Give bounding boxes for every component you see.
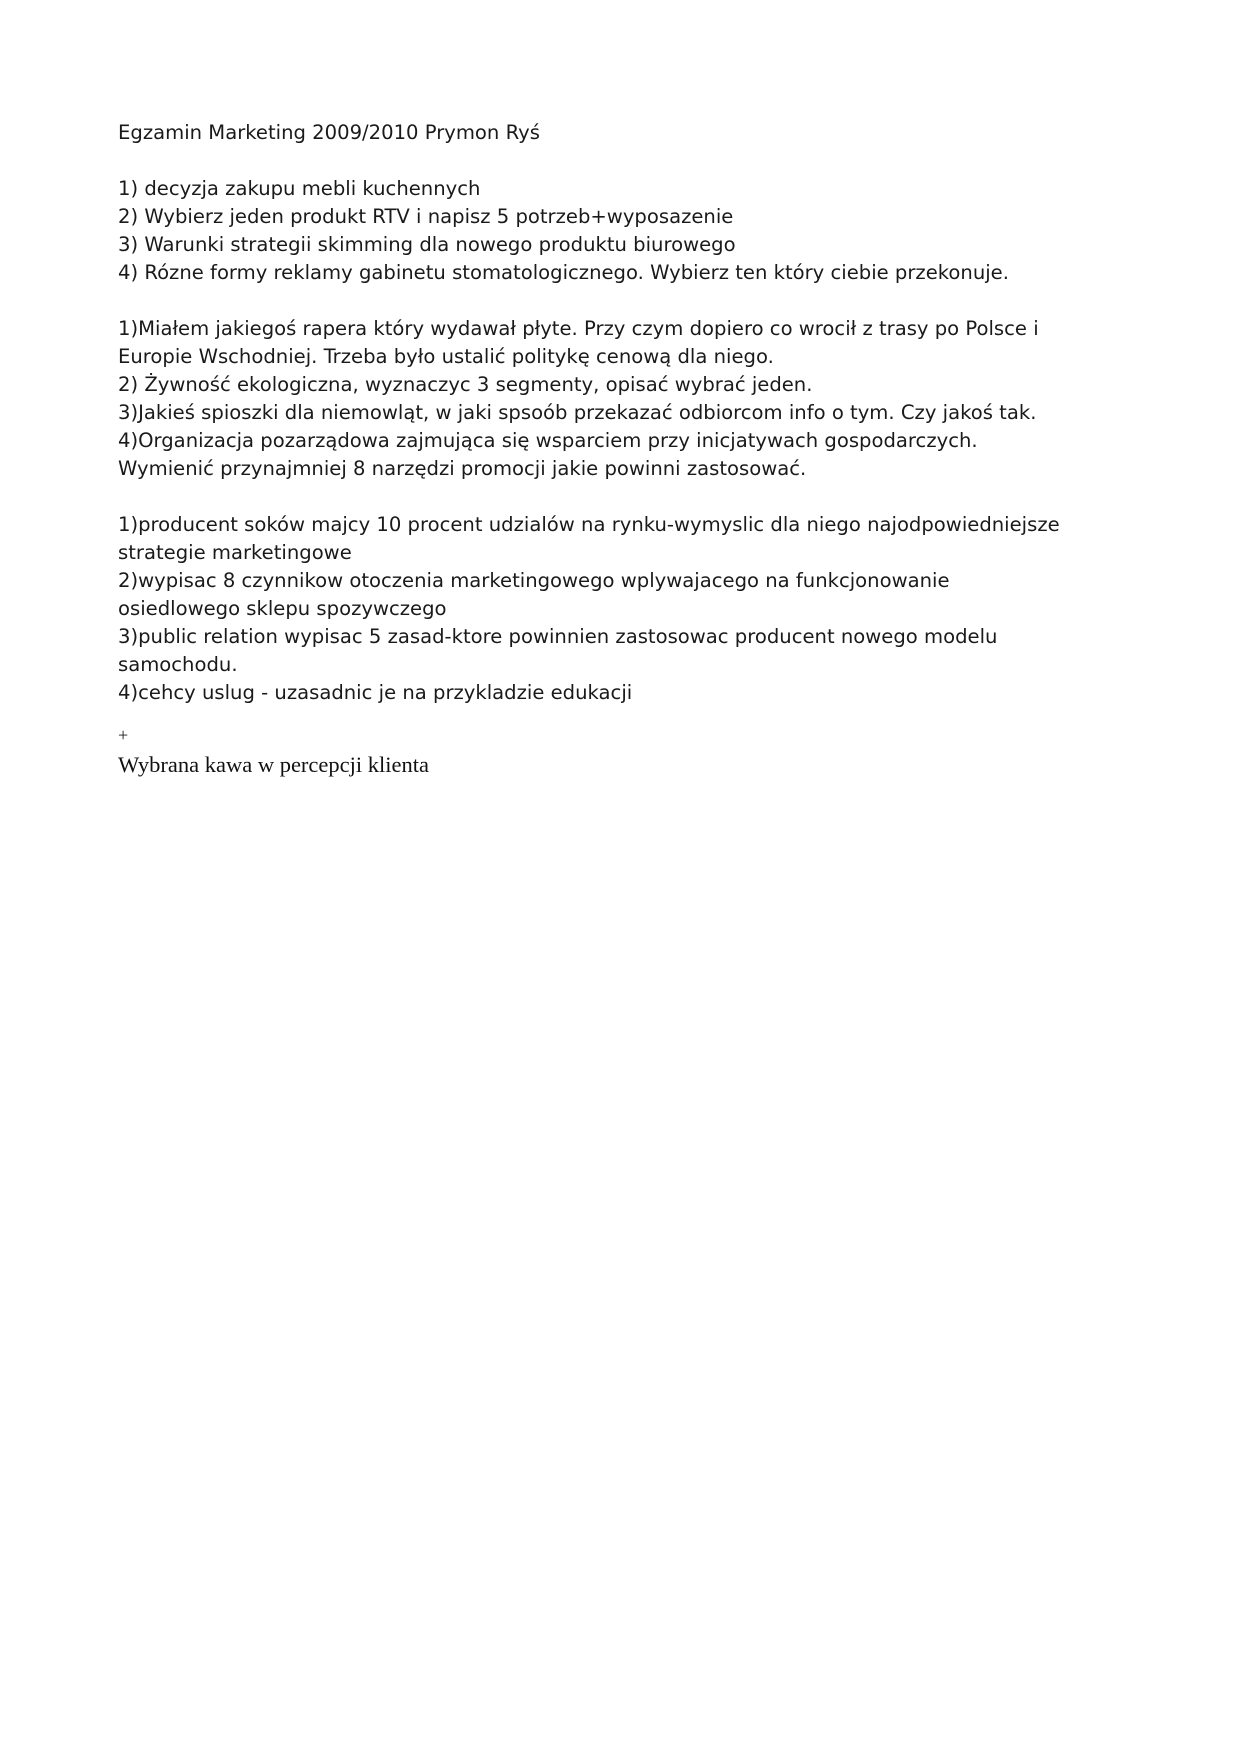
set3-item-1-line-2: strategie marketingowe bbox=[118, 541, 352, 564]
plus-sign: + bbox=[118, 725, 129, 745]
set2-item-3-line-1: 3)Jakieś spioszki dla niemowląt, w jaki spsoób przekazać odbiorcom info o tym. Czy jakoś tak. bbox=[118, 401, 1037, 424]
set3-item-3-line-1: 3)public relation wypisac 5 zasad-ktore powinnien zastosowac producent nowego modelu bbox=[118, 625, 998, 648]
set3-item-2-line-1: 2)wypisac 8 czynnikow otoczenia marketingowego wplywajacego na funkcjonowanie bbox=[118, 569, 950, 592]
set3-item-4-line-1: 4)cehcy uslug - uzasadnic je na przykladzie edukacji bbox=[118, 681, 633, 704]
set2-item-4 bbox=[118, 427, 1128, 483]
set3-item-1-line-1: 1)producent soków majcy 10 procent udzialów na rynku-wymyslic dla niego najodpowiedniejsze bbox=[118, 513, 1060, 536]
question-set-3 bbox=[118, 511, 1128, 707]
set2-item-2-line-1: 2) Żywność ekologiczna, wyznaczyc 3 segmenty, opisać wybrać jeden. bbox=[118, 373, 813, 396]
set2-item-1-line-2: Europie Wschodniej. Trzeba było ustalić politykę cenową dla niego. bbox=[118, 345, 774, 368]
set1-item-1: 1) decyzja zakupu mebli kuchennych bbox=[118, 177, 481, 200]
set2-item-3 bbox=[118, 399, 1128, 427]
set2-item-2 bbox=[118, 371, 1128, 399]
set1-item-2: 2) Wybierz jeden produkt RTV i napisz 5 potrzeb+wyposazenie bbox=[118, 205, 734, 228]
question-set-1 bbox=[118, 175, 1128, 287]
coffee-perception-heading: Wybrana kawa w percepcji klienta bbox=[118, 752, 429, 777]
set2-item-4-line-1: 4)Organizacja pozarządowa zajmująca się wsparciem przy inicjatywach gospodarczych. bbox=[118, 429, 978, 452]
document-body bbox=[118, 119, 1128, 779]
set2-item-1 bbox=[118, 315, 1128, 371]
set3-item-4 bbox=[118, 679, 1128, 707]
set2-item-4-line-2: Wymienić przynajmniej 8 narzędzi promocji jakie powinni zastosować. bbox=[118, 457, 807, 480]
set1-item-3: 3) Warunki strategii skimming dla nowego produktu biurowego bbox=[118, 233, 736, 256]
set3-item-1 bbox=[118, 511, 1128, 567]
document-title: Egzamin Marketing 2009/2010 Prymon Ryś bbox=[118, 121, 540, 144]
set3-item-2-line-2: osiedlowego sklepu spozywczego bbox=[118, 597, 447, 620]
set3-item-3 bbox=[118, 623, 1128, 679]
set1-item-4: 4) Rózne formy reklamy gabinetu stomatologicznego. Wybierz ten który ciebie przekonuje. bbox=[118, 261, 1009, 284]
set2-item-1-line-1: 1)Miałem jakiegoś rapera który wydawał płyte. Przy czym dopiero co wrocił z trasy po Polsce i bbox=[118, 317, 1039, 340]
set3-item-2 bbox=[118, 567, 1128, 623]
set3-item-3-line-2: samochodu. bbox=[118, 653, 238, 676]
question-set-2 bbox=[118, 315, 1128, 483]
